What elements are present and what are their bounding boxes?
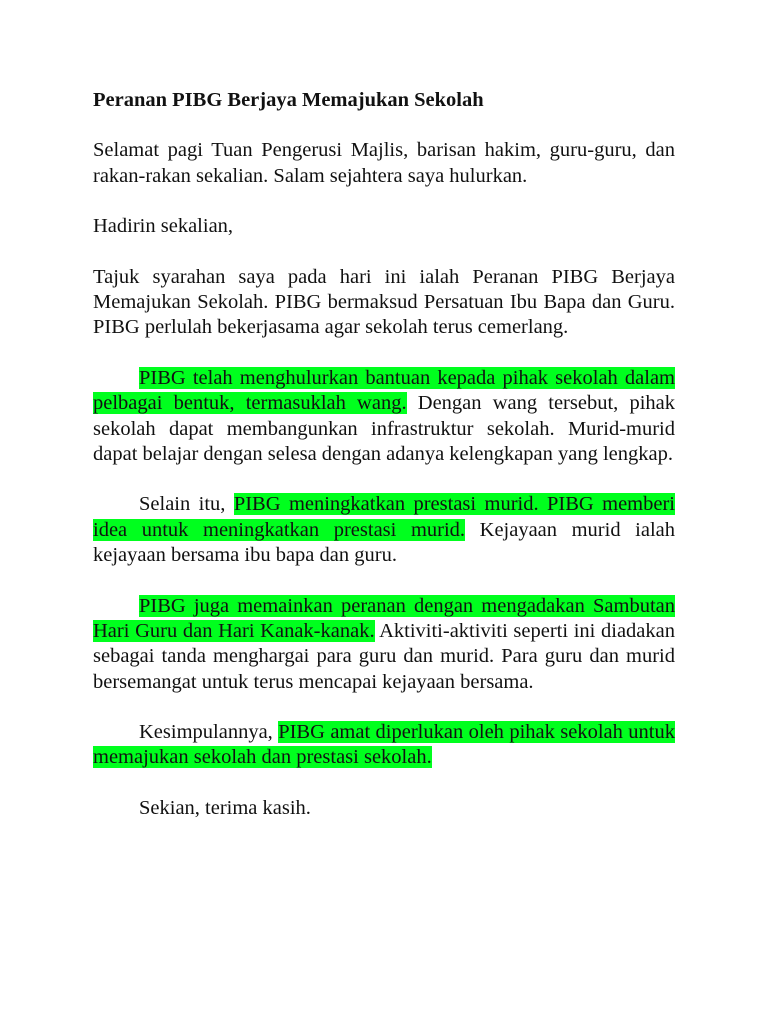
- document-page: [93, 88, 675, 847]
- paragraph-text: Kesimpulannya,: [139, 721, 279, 744]
- paragraph-text: Selain itu,: [139, 493, 234, 516]
- paragraph-salutation: [93, 214, 675, 239]
- paragraph-text: Dengan wang tersebut, pihak sekolah dapat membangunkan infrastruktur sekolah. Murid-murid dapat belajar dengan selesa dengan adanya kelengkapan yang lengkap.: [93, 392, 675, 465]
- paragraph-closing: [93, 796, 675, 821]
- paragraph-text: Tajuk syarahan saya pada hari ini ialah Peranan PIBG Berjaya Memajukan Sekolah. PIBG bermaksud Persatuan Ibu Bapa dan Guru. PIBG perlulah bekerjasama agar sekolah terus cemerlang.: [93, 265, 675, 339]
- highlighted-text: PIBG telah menghulurkan bantuan kepada pihak sekolah dalam pelbagai bentuk, termasuklah wang.: [93, 366, 675, 415]
- highlighted-text: PIBG juga memainkan peranan dengan mengadakan Sambutan Hari Guru dan Hari Kanak-kanak.: [93, 594, 675, 642]
- paragraph-conclusion: [93, 720, 675, 771]
- paragraph-student-achievement: [93, 492, 675, 568]
- paragraph-text: Sekian, terima kasih.: [139, 797, 311, 820]
- document-title: Peranan PIBG Berjaya Memajukan Sekolah: [93, 89, 484, 111]
- paragraph-greeting: [93, 138, 675, 189]
- paragraph-text: Hadirin sekalian,: [93, 215, 234, 238]
- paragraph-financial-aid: [93, 366, 675, 467]
- paragraph-celebrations: [93, 594, 675, 695]
- paragraph-text: Aktiviti-aktiviti seperti ini diadakan sebagai tanda menghargai para guru dan murid. Para guru dan murid bersemangat untuk terus mencapai kejayaan bersama.: [93, 619, 675, 693]
- paragraph-text: Selamat pagi Tuan Pengerusi Majlis, barisan hakim, guru-guru, dan rakan-rakan sekalian. Salam sejahtera saya hulurkan.: [93, 139, 675, 187]
- highlighted-text: PIBG amat diperlukan oleh pihak sekolah untuk memajukan sekolah dan prestasi sekolah.: [93, 721, 675, 769]
- highlighted-text: PIBG meningkatkan prestasi murid. PIBG memberi idea untuk meningkatkan prestasi murid.: [93, 493, 675, 541]
- paragraph-text: Kejayaan murid ialah kejayaan bersama ibu bapa dan guru.: [93, 518, 676, 567]
- paragraph-introduction: [93, 265, 675, 341]
